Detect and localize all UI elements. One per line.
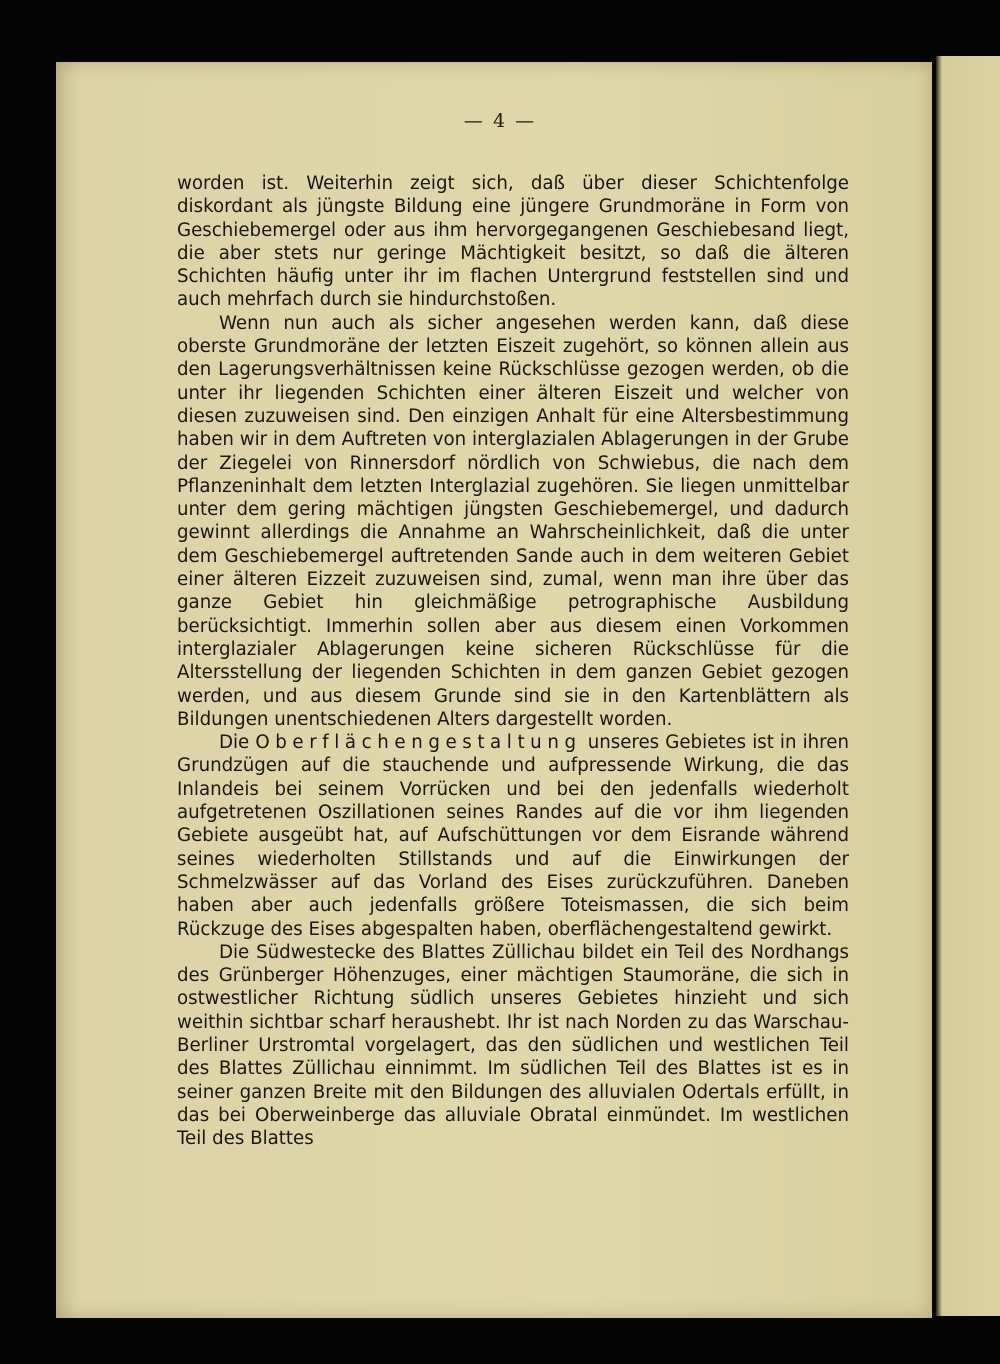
body-text [177,172,849,1150]
paragraph-2: Wenn nun auch als sicher angesehen werden kann, daß diese oberste Grundmoräne der letzten Eiszeit zugehört, so können allein aus den Lagerungsverhältnissen keine Rückschlüsse gezogen werden, ob die unter ihr liegenden Schichten einer älteren Eiszeit und welcher von diesen zuzuweisen sind. Den einzigen Anhalt für eine Altersbestimmung haben wir in dem Auftreten von interglazialen Ablagerungen in der Grube der Ziegelei von Rinnersdorf nördlich von Schwiebus, die nach dem Pflanzeninhalt dem letzten Interglazial zugehören. Sie liegen unmittelbar unter dem gering mächtigen jüngsten Geschiebemergel, und dadurch gewinnt allerdings die Annahme an Wahrscheinlichkeit, daß die unter dem Geschiebemergel auftretenden Sande auch in dem weiteren Gebiet einer älteren Eizzeit zuzuweisen sind, zumal, wenn man ihre über das ganze Gebiet hin gleichmäßige petrographische Ausbildung berücksichtigt. Immerhin sollen aber aus diesem einen Vorkommen interglazialer Ablagerungen keine sicheren Rückschlüsse für die Altersstellung der liegenden Schichten in dem ganzen Gebiet gezogen werden, und aus diesem Grunde sind sie in den Kartenblättern als Bildungen unentschiedenen Alters dargestellt worden. [177,312,849,730]
paragraph-3 [177,731,849,941]
page-number: — 4 — [463,110,537,132]
adjacent-page-edge [936,56,1000,1316]
paragraph-1: worden ist. Weiterhin zeigt sich, daß über dieser Schichtenfolge diskordant als jüngste Bildung eine jüngere Grundmoräne in Form von Geschiebemergel oder aus ihm hervorgegangenen Geschiebesand liegt, die aber stets nur geringe Mächtigkeit besitzt, so daß die älteren Schichten häufig unter ihr im flachen Untergrund feststellen sind und auch mehrfach durch sie hindurchstoßen. [177,173,849,311]
emphasized-term: Oberflächengestaltung [255,732,582,754]
paragraph-3-lead: Die [219,732,250,754]
paragraph-4: Die Südwestecke des Blattes Züllichau bildet ein Teil des Nordhangs des Grünberger Höhenzuges, einer mächtigen Staumoräne, die sich in ostwestlicher Richtung südlich unseres Gebietes hinzieht und sich weithin sichtbar scharf heraushebt. Ihr ist nach Norden zu das Warschau-Berliner Urstromtal vorgelagert, das den südlichen und westlichen Teil des Blattes Züllichau einnimmt. Im südlichen Teil des Blattes ist es in seiner ganzen Breite mit den Bildungen des alluvialen Odertals erfüllt, in das bei Oberweinberge das alluviale Obratal einmündet. Im westlichen Teil des Blattes [177,941,849,1150]
paragraph-3-text: unseres Gebietes ist in ihren Grundzügen auf die stauchende und aufpressende Wirkung, die das Inlandeis bei seinem Vorrücken und bei den jedenfalls wiederholt aufgetretenen Oszillationen seines Randes auf die vor ihm liegenden Gebiete ausgeübt hat, auf Aufschüttungen vor dem Eisrande während seines wiederholten Stillstands und auf die Einwirkungen der Schmelzwässer auf das Vorland des Eises zurückzuführen. Daneben haben aber auch jedenfalls größere Toteismassen, die sich beim Rückzuge des Eises abgespalten haben, oberflächengestaltend gewirkt. [177,732,849,940]
